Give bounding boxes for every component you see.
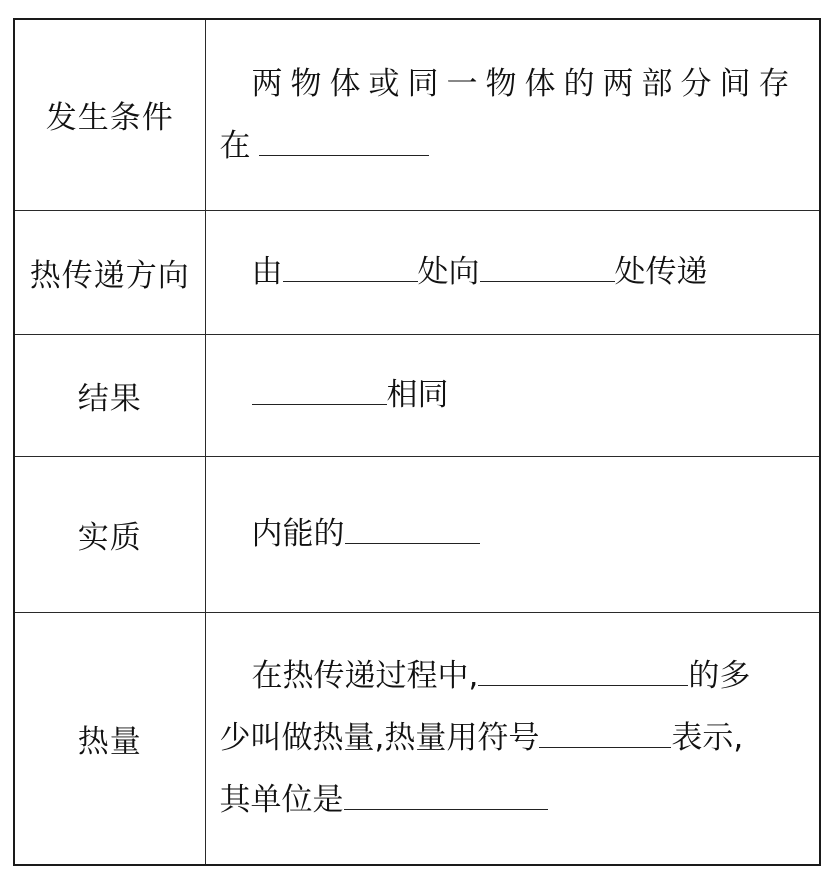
term-label: 实质	[77, 519, 142, 556]
term-cell	[15, 210, 205, 334]
description-text: 内能的	[251, 516, 345, 552]
description-text: 两物体或同一物体的两部分间存	[251, 65, 798, 102]
description-line	[220, 769, 808, 831]
term-label: 热传递方向	[29, 257, 190, 294]
description-line	[220, 115, 808, 177]
description-text: 在热传递过程中,	[251, 658, 479, 695]
table-row	[15, 456, 819, 612]
answer-blank[interactable]	[259, 129, 429, 156]
description-line	[220, 707, 808, 769]
description-cell	[205, 612, 819, 864]
term-cell	[15, 334, 205, 456]
table-row	[15, 20, 819, 210]
table-row	[15, 334, 819, 456]
answer-blank[interactable]	[344, 783, 548, 810]
description-text: 处传递	[614, 254, 708, 290]
description-cell	[205, 210, 819, 334]
description-text: 的多	[688, 658, 751, 695]
description-text: 相同	[386, 377, 449, 413]
description-cell	[205, 20, 819, 210]
answer-blank[interactable]	[283, 255, 418, 282]
table-row	[15, 612, 819, 864]
term-cell	[15, 456, 205, 612]
description-text: 表示,	[671, 720, 744, 757]
term-cell	[15, 20, 205, 210]
term-label: 热量	[77, 723, 142, 760]
description-line	[220, 645, 808, 707]
description-text: 其单位是	[219, 782, 344, 819]
answer-blank[interactable]	[480, 255, 615, 282]
worksheet-table	[13, 18, 821, 866]
answer-blank[interactable]	[539, 721, 671, 748]
answer-blank[interactable]	[345, 517, 480, 544]
term-cell	[15, 612, 205, 864]
term-label: 结果	[77, 380, 142, 417]
description-text: 在	[219, 127, 259, 164]
description-cell	[205, 456, 819, 612]
description-text: 少叫做热量,热量用符号	[219, 720, 540, 757]
answer-blank[interactable]	[252, 378, 387, 405]
table-row	[15, 210, 819, 334]
term-label: 发生条件	[45, 100, 174, 137]
description-cell	[205, 334, 819, 456]
answer-blank[interactable]	[478, 659, 688, 686]
description-text: 处向	[417, 254, 480, 290]
heat-transfer-table	[15, 20, 819, 864]
description-text: 由	[251, 254, 283, 290]
description-line	[220, 53, 808, 115]
